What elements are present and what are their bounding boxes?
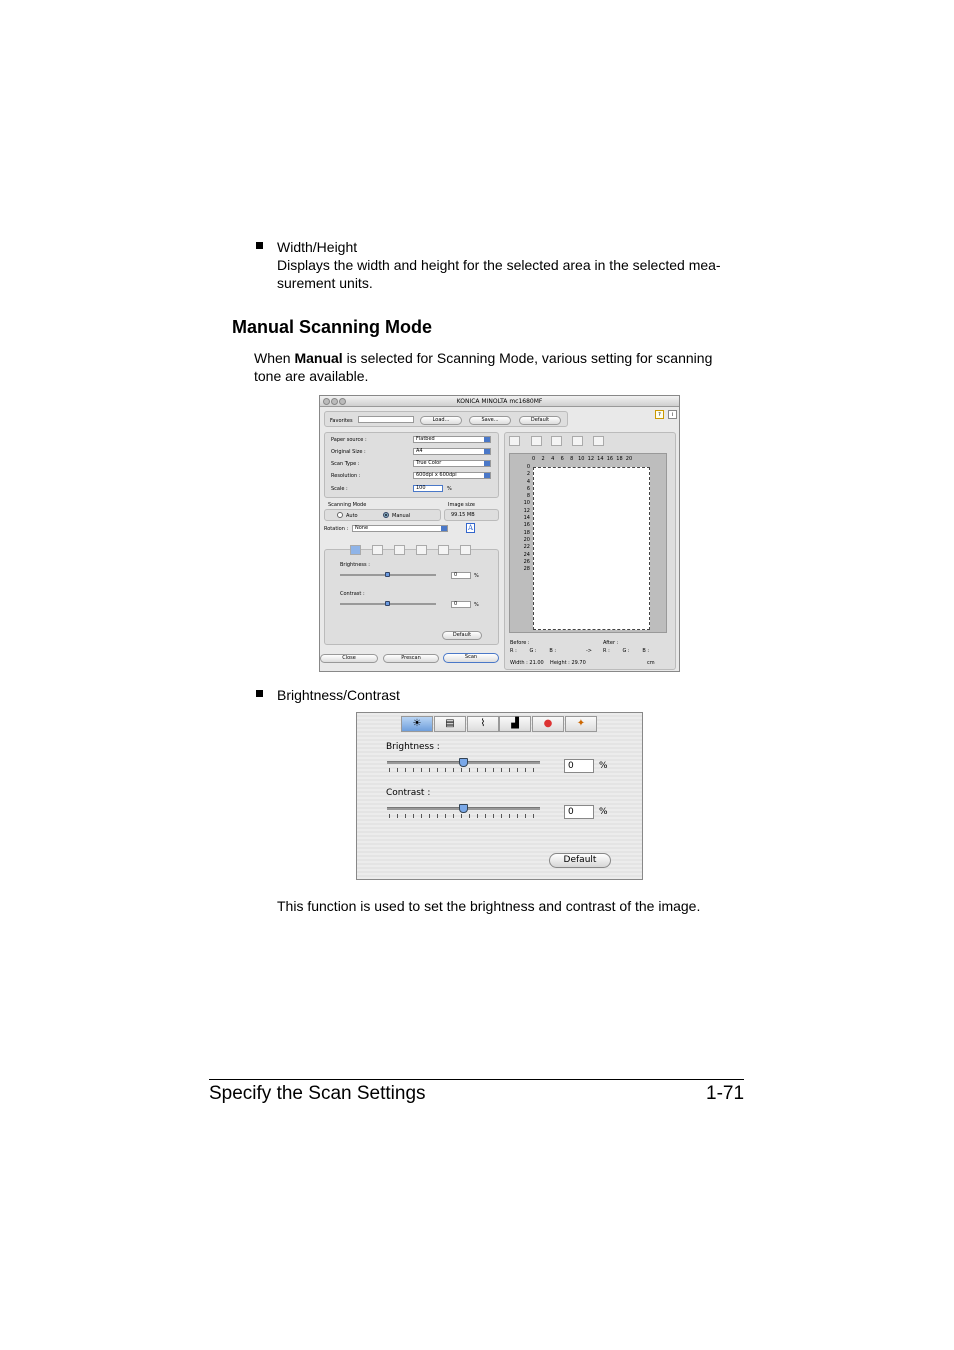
dialog-contrast-unit: % bbox=[474, 602, 479, 608]
brightness-tab[interactable] bbox=[401, 716, 433, 732]
brightness-unit: % bbox=[599, 761, 608, 771]
brightness-input[interactable]: 0 bbox=[564, 759, 594, 773]
brightness-slider-knob[interactable] bbox=[459, 758, 468, 767]
close-button[interactable]: Close bbox=[320, 654, 378, 663]
bullet-description-line1: Displays the width and height for the selected area in the selected mea- bbox=[277, 257, 721, 273]
histogram-tab[interactable] bbox=[499, 716, 531, 732]
info-icon[interactable]: i bbox=[668, 410, 677, 419]
image-size-label: Image size bbox=[448, 502, 475, 508]
page-number: 1-71 bbox=[706, 1083, 745, 1104]
minimize-window-icon[interactable] bbox=[331, 398, 338, 405]
default-button[interactable]: Default bbox=[549, 853, 611, 868]
image-size-value: 99.15 MB bbox=[451, 512, 475, 518]
favorites-label: Favorites bbox=[330, 418, 353, 424]
ruler-left: 0 2 4 6 8 10 12 14 16 18 20 22 24 26 28 bbox=[523, 464, 530, 573]
contrast-ticks bbox=[389, 814, 539, 818]
dialog-contrast-input[interactable]: 0 bbox=[451, 601, 471, 608]
bullet-title: Width/Height bbox=[277, 239, 358, 255]
zoom-icon[interactable] bbox=[531, 436, 542, 446]
orientation-icon[interactable]: A bbox=[467, 524, 474, 532]
bullet-marker bbox=[256, 690, 263, 697]
footer-title: Specify the Scan Settings bbox=[209, 1083, 426, 1104]
brightness-contrast-bullet: Brightness/Contrast bbox=[277, 687, 400, 703]
document-icon: ▤ bbox=[445, 718, 455, 729]
paper-source-label: Paper source : bbox=[331, 437, 367, 443]
brightness-contrast-panel bbox=[356, 712, 643, 880]
scan-area-page[interactable] bbox=[533, 467, 650, 630]
contrast-label: Contrast : bbox=[386, 788, 431, 798]
color-balance-tab-icon[interactable] bbox=[438, 545, 449, 555]
contrast-slider-knob[interactable] bbox=[459, 804, 468, 813]
clear-icon[interactable] bbox=[593, 436, 604, 446]
save-button[interactable]: Save... bbox=[469, 416, 511, 425]
dialog-contrast-label: Contrast : bbox=[340, 591, 365, 597]
section-heading: Manual Scanning Mode bbox=[232, 317, 433, 337]
rgb-after: R : G : B : bbox=[603, 648, 650, 654]
close-window-icon[interactable] bbox=[323, 398, 330, 405]
unit-select[interactable]: cm bbox=[647, 660, 655, 666]
dialog-brightness-input[interactable]: 0 bbox=[451, 572, 471, 579]
para-bold: Manual bbox=[294, 350, 343, 366]
color-wheel-icon: ● bbox=[543, 718, 553, 729]
tone-default-button[interactable]: Default bbox=[442, 631, 482, 640]
scale-label: Scale : bbox=[331, 486, 348, 492]
rgb-before: R : G : B : bbox=[510, 648, 557, 654]
variations-tab-icon[interactable] bbox=[460, 545, 471, 555]
dimensions-readout: Width : 21.00 Height : 29.70 bbox=[510, 660, 586, 666]
fit-icon[interactable] bbox=[572, 436, 583, 446]
scan-type-label: Scan Type : bbox=[331, 461, 360, 467]
manual-label: Manual bbox=[392, 513, 411, 519]
contrast-input[interactable]: 0 bbox=[564, 805, 594, 819]
histogram-tab-icon[interactable] bbox=[394, 545, 405, 555]
before-label: Before : bbox=[510, 640, 530, 646]
zoom-window-icon[interactable] bbox=[339, 398, 346, 405]
original-size-label: Original Size : bbox=[331, 449, 366, 455]
rgb-arrow: -> bbox=[586, 648, 592, 654]
dialog-contrast-knob[interactable] bbox=[385, 601, 390, 606]
curve-tab[interactable] bbox=[467, 716, 499, 732]
scan-type-select[interactable]: True Color bbox=[413, 460, 491, 467]
ruler-top: 0 2 4 6 8 10 12 14 16 18 20 bbox=[532, 456, 633, 462]
variations-tab[interactable] bbox=[565, 716, 597, 732]
brightness-ticks bbox=[389, 768, 539, 772]
section-paragraph bbox=[254, 349, 744, 385]
color-tab[interactable] bbox=[532, 716, 564, 732]
function-description: This function is used to set the brightness and contrast of the image. bbox=[277, 898, 701, 914]
width-height-bullet bbox=[277, 238, 747, 292]
histogram-icon: ▟ bbox=[511, 718, 519, 729]
auto-label: Auto bbox=[346, 513, 358, 519]
manual-radio[interactable] bbox=[383, 512, 389, 518]
brightness-label: Brightness : bbox=[386, 742, 440, 752]
favorites-select[interactable] bbox=[358, 416, 414, 423]
resolution-label: Resolution : bbox=[331, 473, 361, 479]
contrast-unit: % bbox=[599, 807, 608, 817]
auto-radio[interactable] bbox=[337, 512, 343, 518]
levels-tab-icon[interactable] bbox=[416, 545, 427, 555]
scanning-mode-label: Scanning Mode bbox=[328, 502, 367, 508]
para-text-1: When bbox=[254, 350, 295, 366]
resolution-select[interactable]: 600dpi x 600dpi bbox=[413, 472, 491, 479]
bullet-marker bbox=[256, 242, 263, 249]
paper-source-select[interactable]: Flatbed bbox=[413, 436, 491, 443]
tone-curve-tab-icon[interactable] bbox=[372, 545, 383, 555]
dialog-brightness-label: Brightness : bbox=[340, 562, 370, 568]
after-label: After : bbox=[603, 640, 619, 646]
flip-icon[interactable] bbox=[551, 436, 562, 446]
scale-unit: % bbox=[447, 486, 452, 492]
select-area-icon[interactable] bbox=[509, 436, 520, 446]
favorites-default-button[interactable]: Default bbox=[519, 416, 561, 425]
scanner-dialog bbox=[319, 395, 680, 672]
footer-rule bbox=[209, 1079, 744, 1080]
para-line-2: tone are available. bbox=[254, 368, 369, 384]
brightness-tab-icon[interactable] bbox=[350, 545, 361, 555]
original-size-select[interactable]: A4 bbox=[413, 448, 491, 455]
scale-input[interactable]: 100 bbox=[413, 485, 443, 492]
prescan-button[interactable]: Prescan bbox=[383, 654, 439, 663]
help-icon[interactable]: ? bbox=[655, 410, 664, 419]
dialog-brightness-knob[interactable] bbox=[385, 572, 390, 577]
bullet-description-line2: surement units. bbox=[277, 275, 373, 291]
scan-button[interactable]: Scan bbox=[443, 653, 499, 663]
tone-curve-tab[interactable] bbox=[434, 716, 466, 732]
para-text-2: is selected for Scanning Mode, various setting for scanning bbox=[342, 350, 713, 366]
sun-icon: ☀ bbox=[412, 718, 422, 729]
load-button[interactable]: Load... bbox=[420, 416, 462, 425]
curve-icon: ⌇ bbox=[480, 718, 486, 729]
rotation-select[interactable]: None bbox=[352, 525, 448, 532]
dialog-brightness-unit: % bbox=[474, 573, 479, 579]
dialog-title: KONICA MINOLTA mc1680MF bbox=[320, 396, 679, 407]
rotation-label: Rotation : bbox=[324, 526, 349, 532]
variations-icon: ✦ bbox=[576, 718, 586, 729]
